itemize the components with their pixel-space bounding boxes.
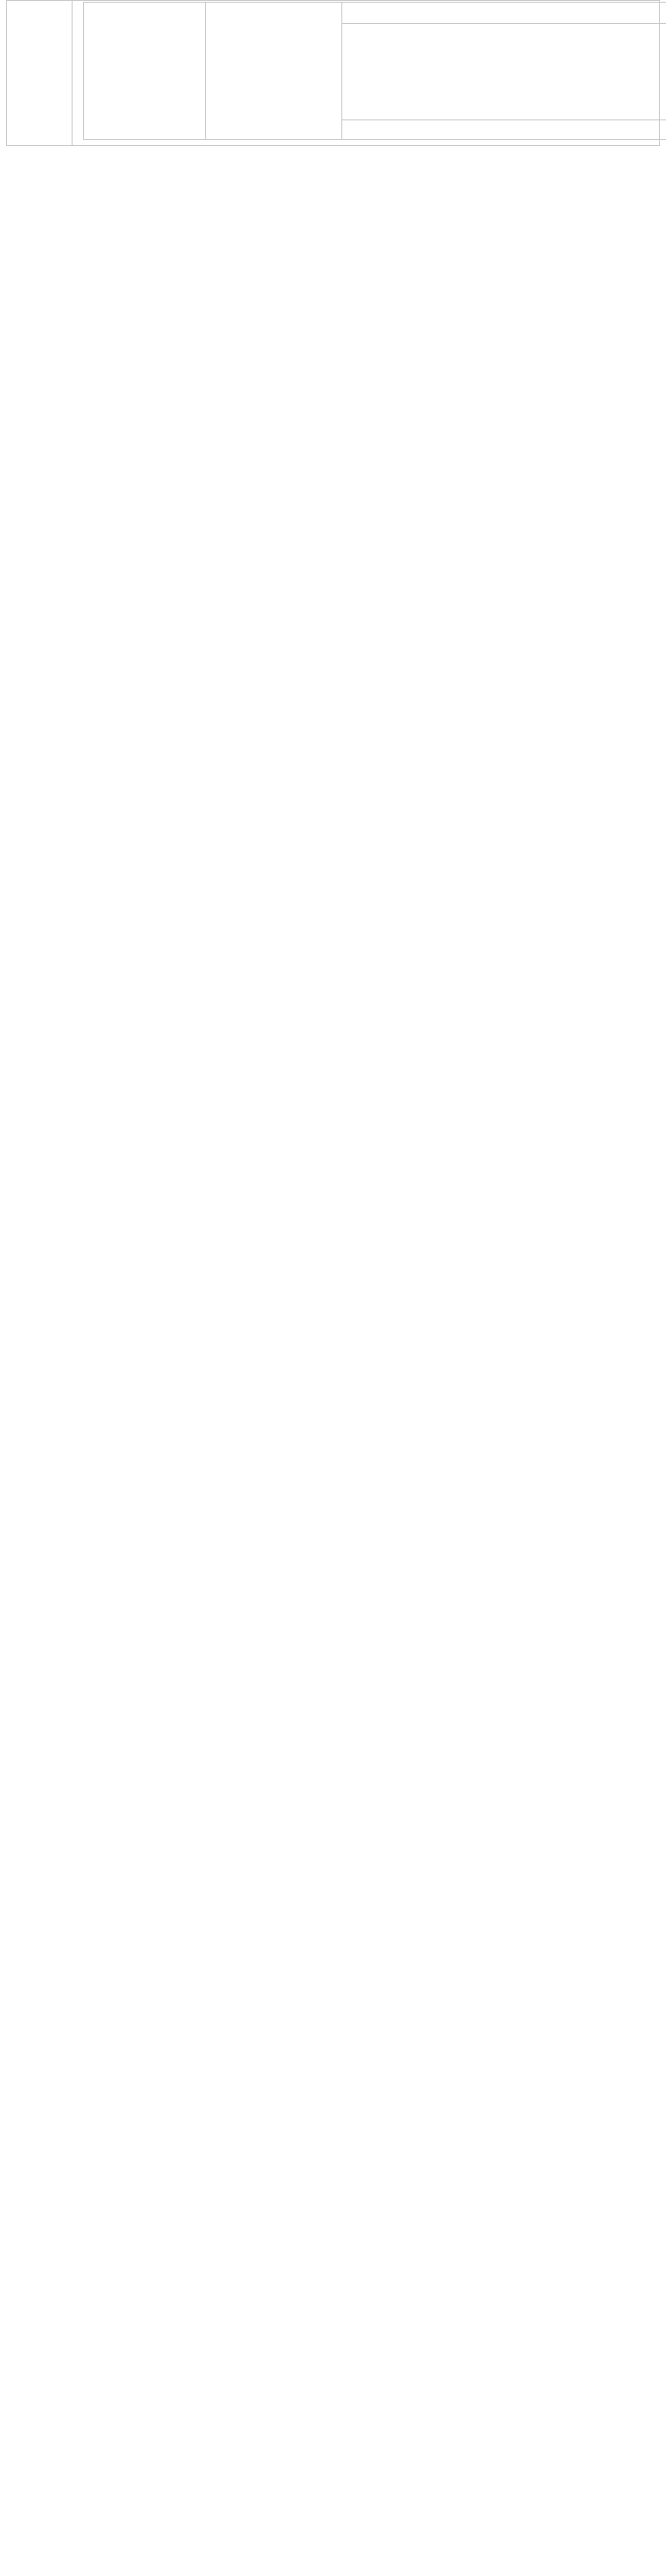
multi-method [342,24,666,119]
grade-formula [206,3,342,140]
row-label [7,1,73,146]
grade-note [342,119,666,139]
grade-label [84,3,206,140]
grade-note-cell [342,3,666,140]
footer-banner [0,2471,666,2576]
multi-heading [342,3,666,24]
compensation-table [6,0,660,146]
table-row-disability [7,1,660,146]
grade-row [84,3,666,140]
disability-grade-table [83,2,666,140]
